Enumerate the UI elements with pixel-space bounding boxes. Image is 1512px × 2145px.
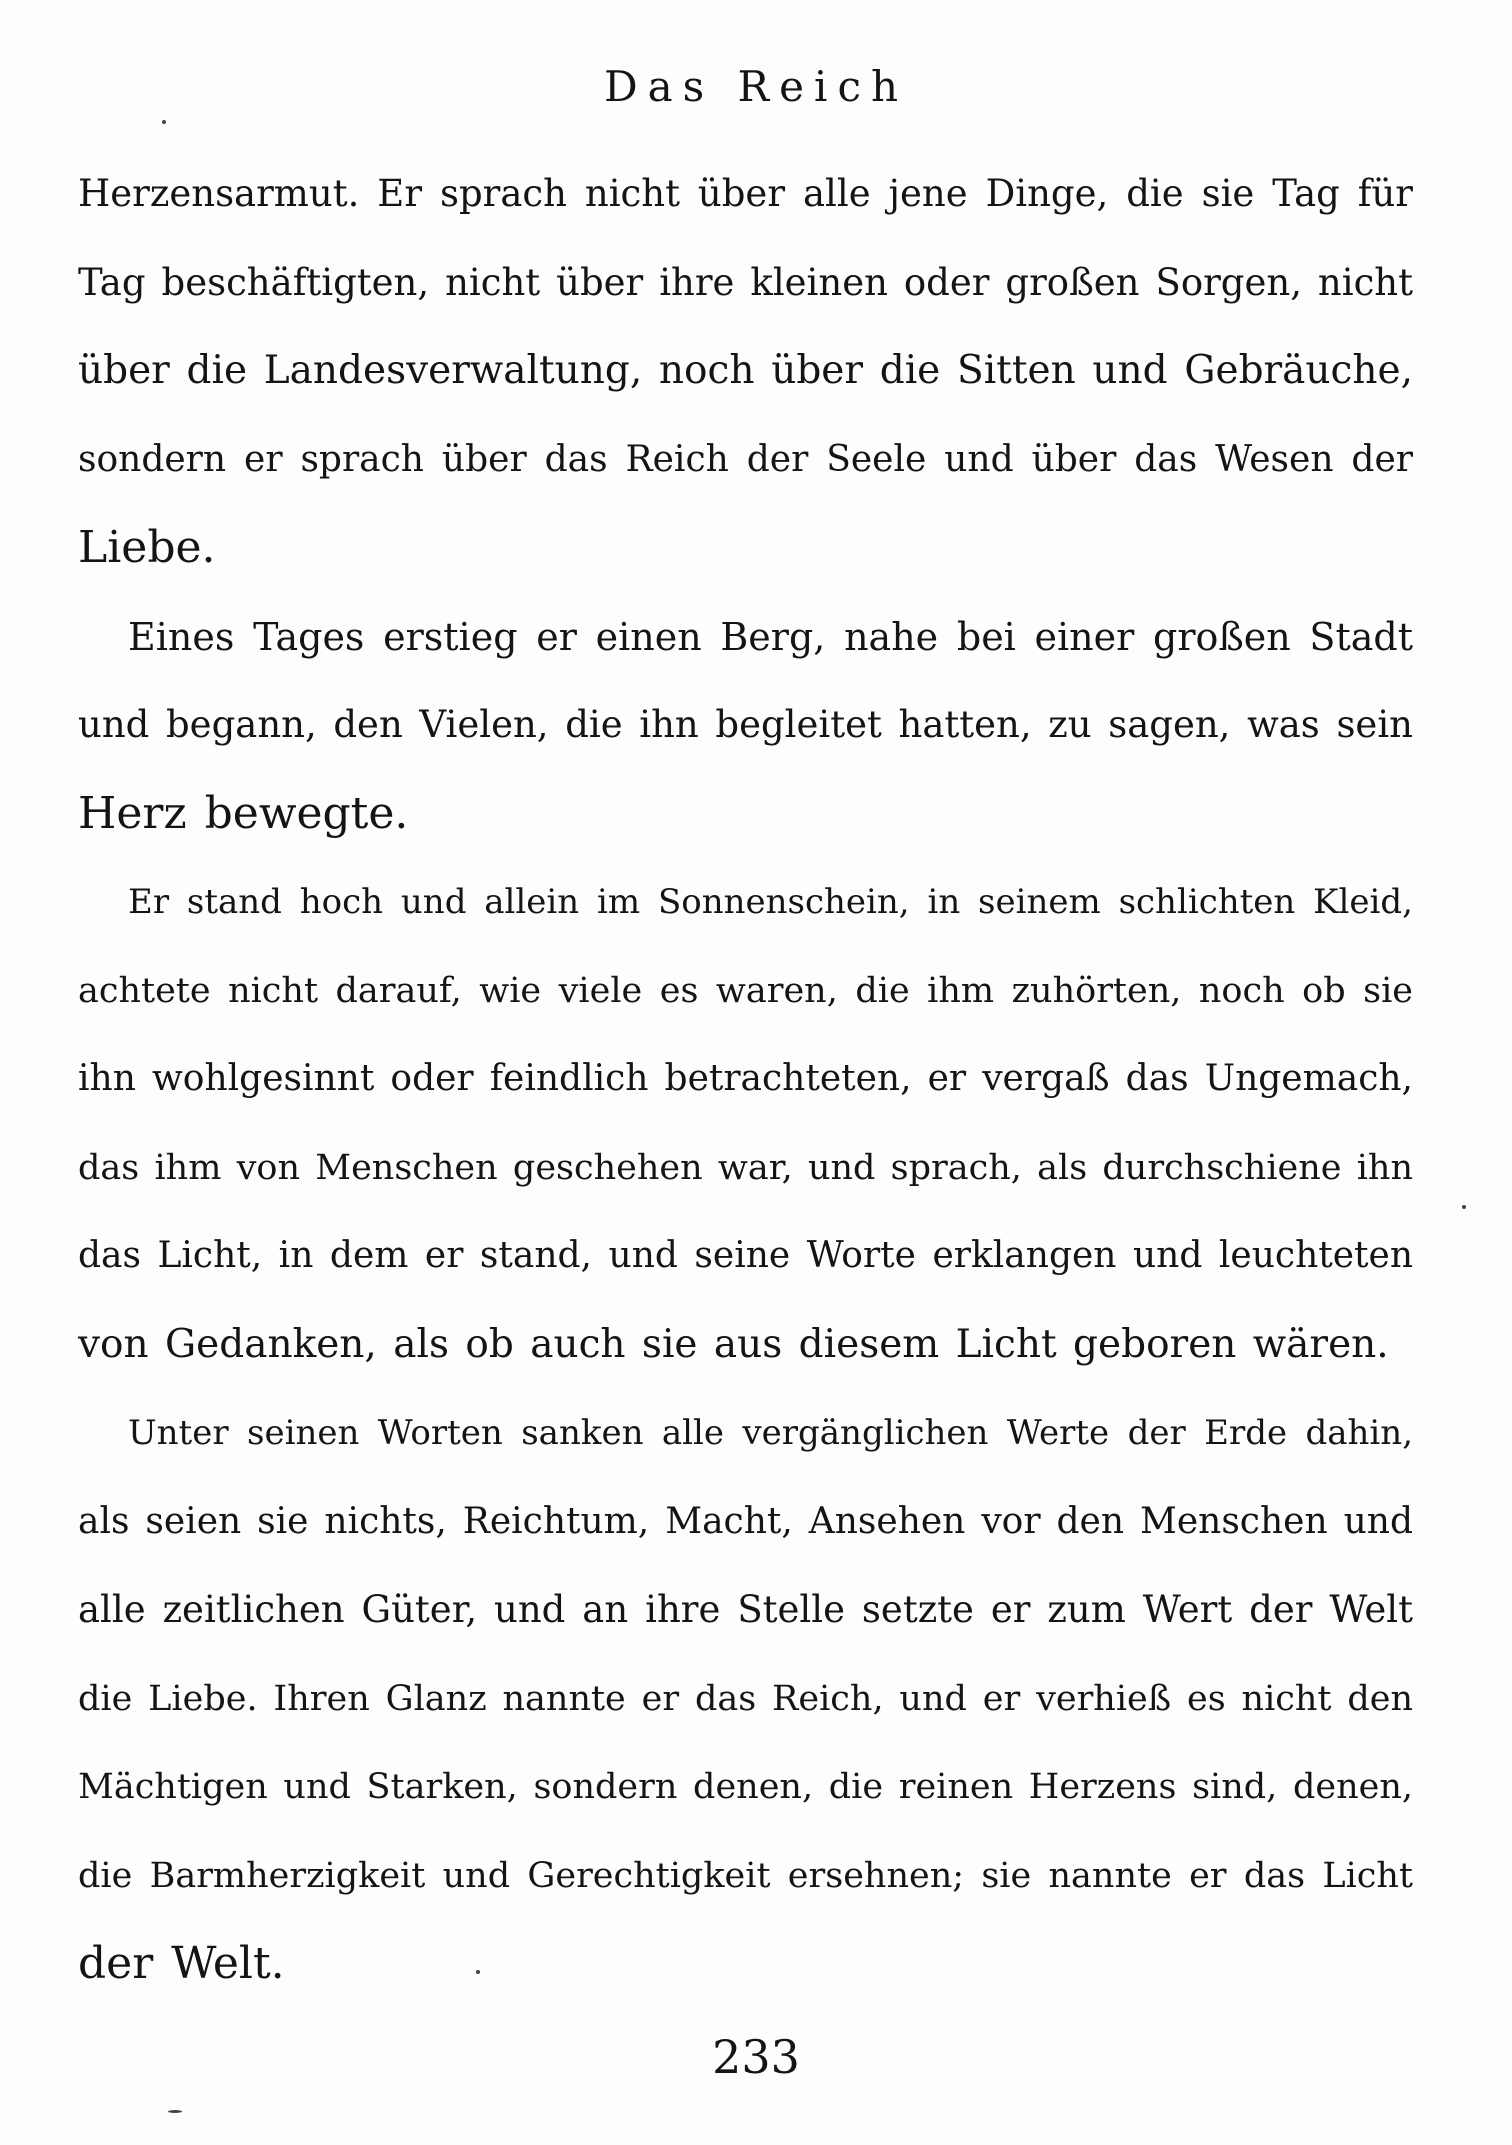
paragraph: [78, 858, 1413, 1389]
text-line: die Liebe. Ihren Glanz nannte er das Reich, und er verhieß es nicht den: [78, 1678, 1413, 1719]
text-line: sondern er sprach über das Reich der Seele und über das Wesen der: [78, 438, 1413, 480]
body-text: [78, 150, 1413, 2009]
text-line: Liebe.: [78, 522, 216, 573]
print-speck: [476, 1970, 480, 1974]
text-line: das ihm von Menschen geschehen war, und sprach, als durchschiene ihn: [78, 1147, 1413, 1188]
text-line: und begann, den Vielen, die ihn begleitet hatten, zu sagen, was sein: [78, 703, 1413, 746]
text-line: Unter seinen Worten sanken alle vergänglichen Werte der Erde dahin,: [128, 1413, 1413, 1453]
running-head: Das Reich: [603, 62, 909, 111]
paragraph: [78, 593, 1413, 859]
text-line: Herz bewegte.: [78, 787, 409, 839]
print-speck: [1462, 1205, 1466, 1209]
text-line: das Licht, in dem er stand, und seine Worte erklangen und leuchteten: [78, 1235, 1413, 1276]
text-line: der Welt.: [78, 1938, 285, 1989]
text-line: Tag beschäftigten, nicht über ihre kleinen oder großen Sorgen, nicht: [78, 260, 1413, 304]
text-line: Mächtigen und Starken, sondern denen, die reinen Herzens sind, denen,: [78, 1767, 1413, 1807]
paragraph: [78, 1389, 1413, 2009]
text-line: von Gedanken, als ob auch sie aus diesem Licht geboren wären.: [78, 1321, 1389, 1367]
text-line: über die Landesverwaltung, noch über die Sitten und Gebräuche,: [78, 348, 1413, 393]
print-speck: [162, 120, 166, 124]
text-line: alle zeitlichen Güter, und an ihre Stelle setzte er zum Wert der Welt: [78, 1588, 1413, 1631]
text-line: die Barmherzigkeit und Gerechtigkeit ersehnen; sie nannte er das Licht: [78, 1855, 1413, 1896]
page-number: 233: [712, 2030, 800, 2084]
text-line: Eines Tages erstieg er einen Berg, nahe bei einer großen Stadt: [128, 614, 1413, 659]
text-line: als seien sie nichts, Reichtum, Macht, Ansehen vor den Menschen und: [78, 1500, 1413, 1542]
text-line: Herzensarmut. Er sprach nicht über alle jene Dinge, die sie Tag für: [78, 172, 1413, 215]
print-speck: [168, 2110, 182, 2113]
text-line: ihn wohlgesinnt oder feindlich betrachteten, er vergaß das Ungemach,: [78, 1058, 1413, 1099]
text-line: Er stand hoch und allein im Sonnenschein, in seinem schlichten Kleid,: [128, 882, 1413, 922]
paragraph: [78, 150, 1413, 593]
text-line: achtete nicht darauf, wie viele es waren, die ihm zuhörten, noch ob sie: [78, 970, 1413, 1011]
